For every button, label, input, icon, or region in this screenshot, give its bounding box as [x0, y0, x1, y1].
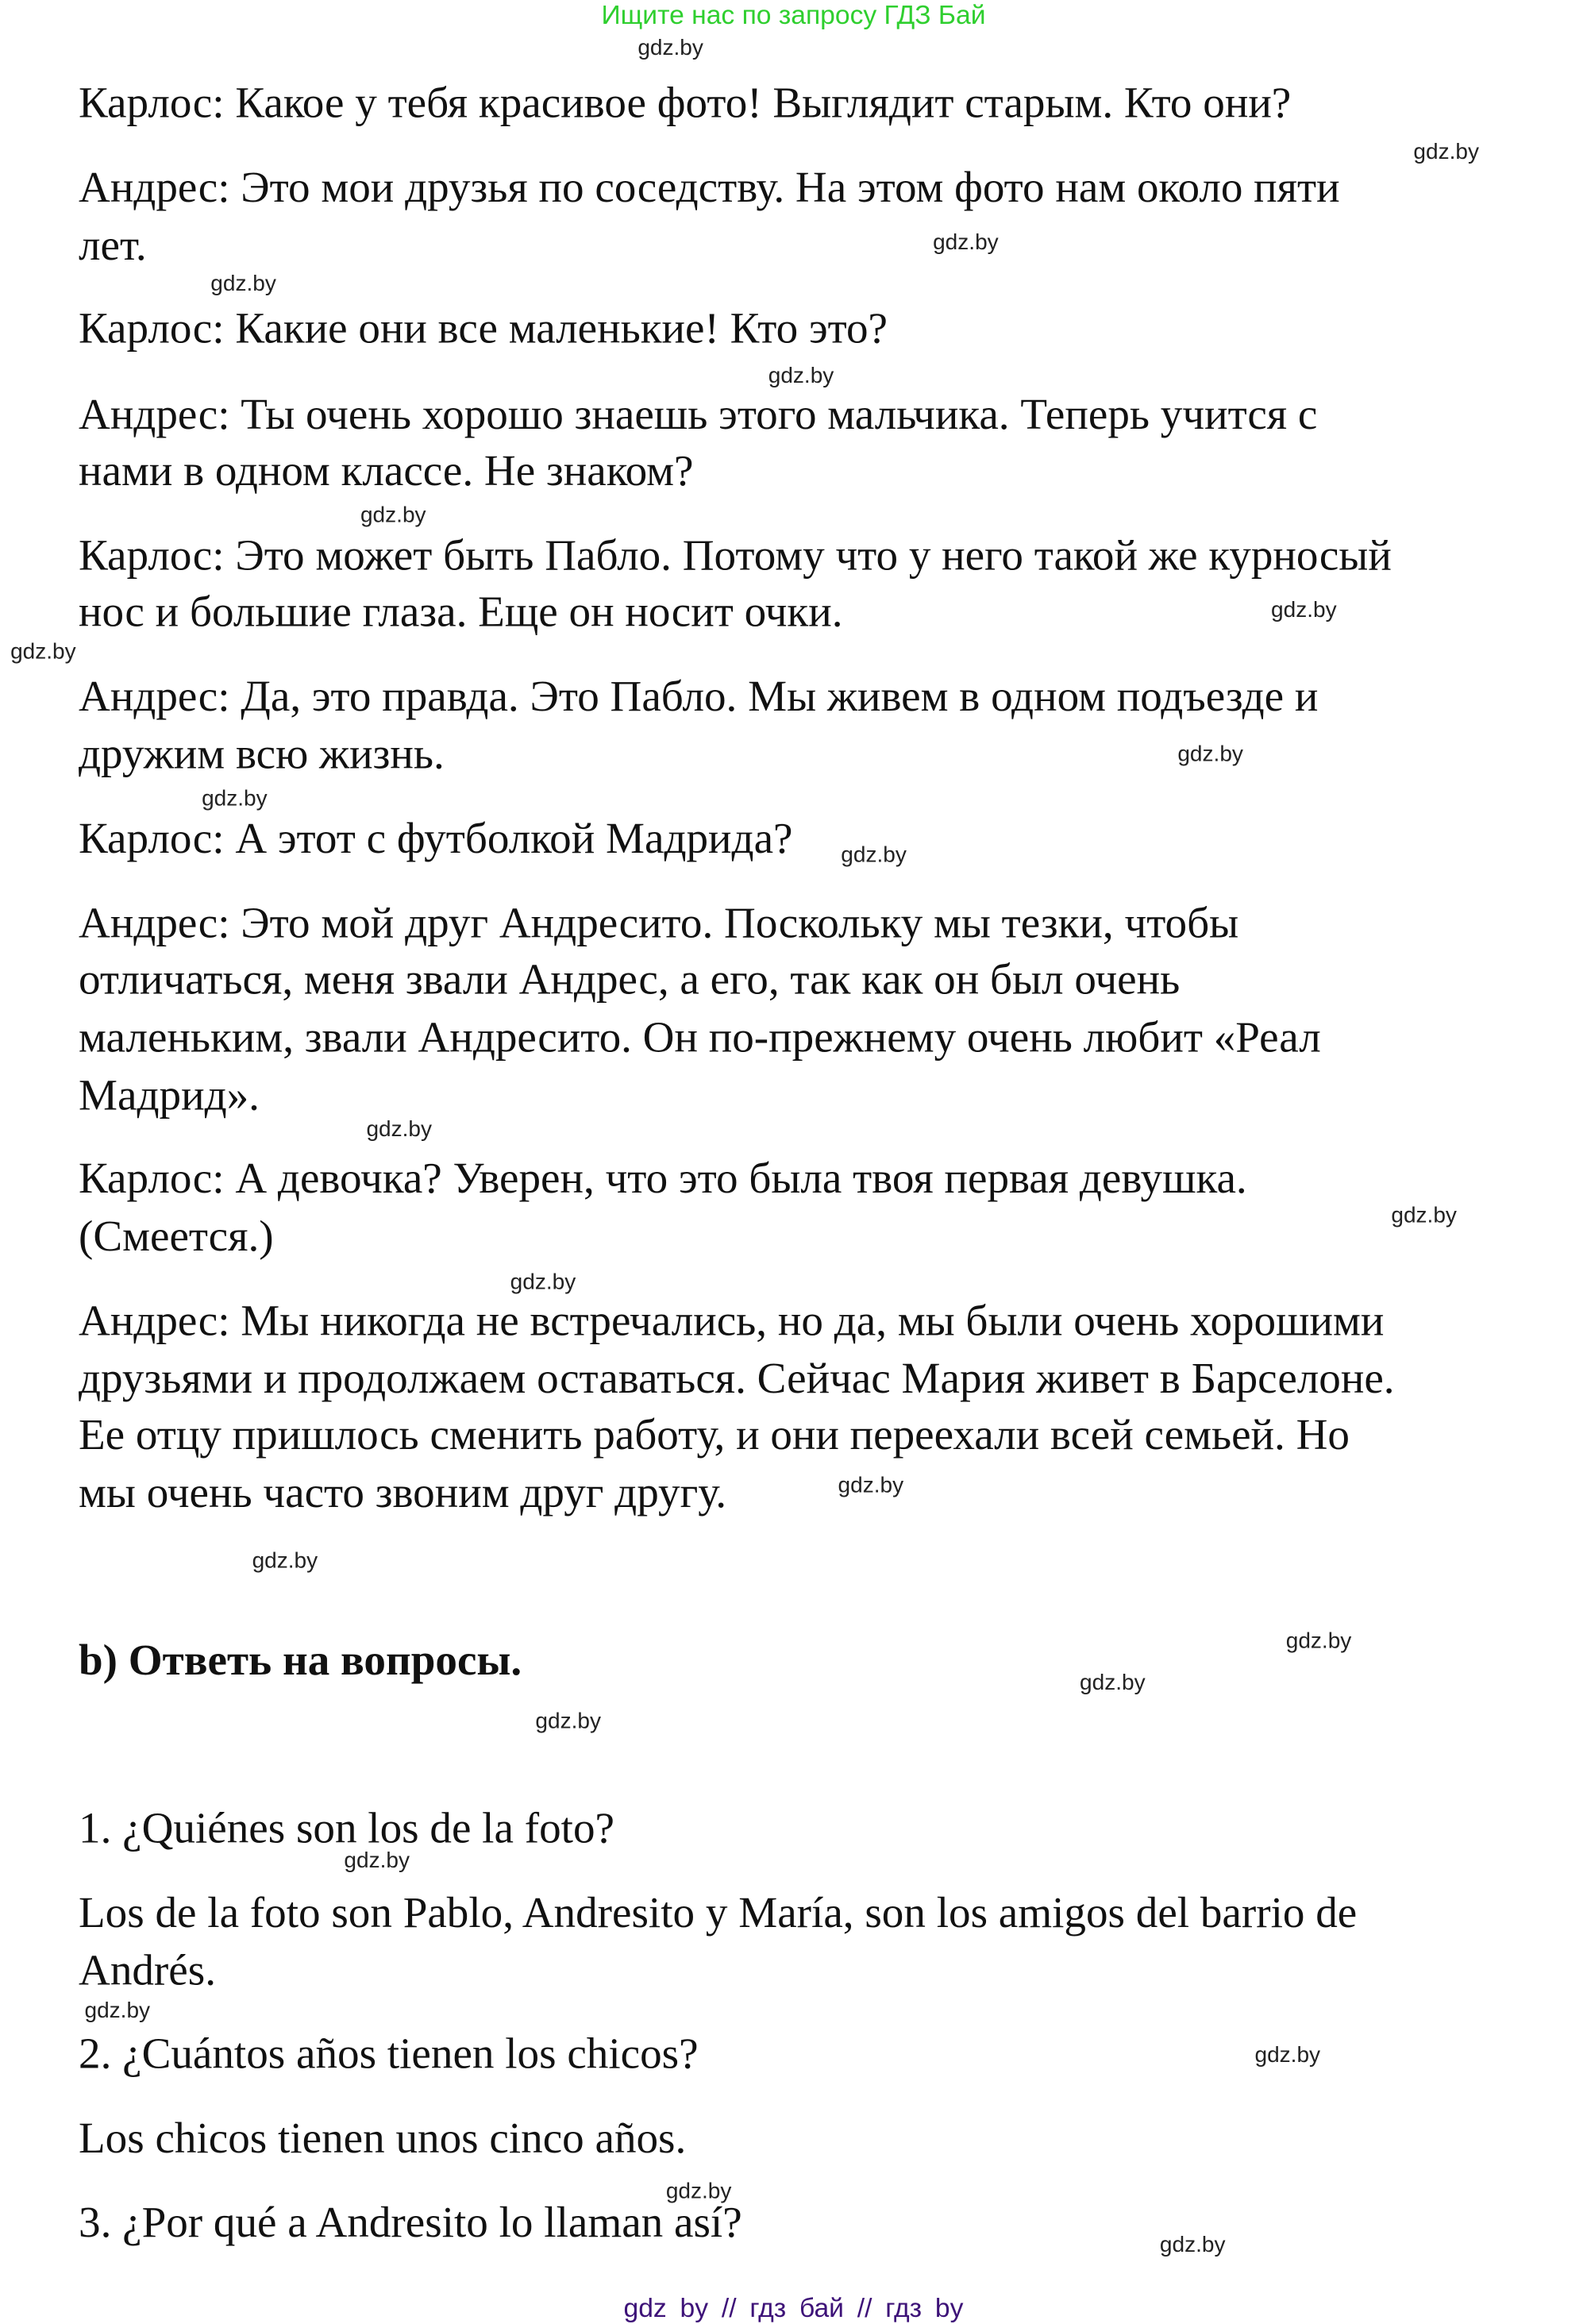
dialogue-line: маленьким, звали Андресито. Он по-прежнему очень любит «Реал: [79, 1014, 1321, 1062]
dialogue-line: нос и большие глаза. Еще он носит очки.: [79, 588, 843, 637]
dialogue-line: Карлос: Какие они все маленькие! Кто это?: [79, 305, 888, 353]
watermark: gdz.by: [1271, 597, 1337, 623]
watermark: gdz.by: [933, 229, 999, 256]
answer: Andrés.: [79, 1947, 216, 1995]
answer: Los de la foto son Pablo, Andresito y María, son los amigos del barrio de: [79, 1890, 1358, 1937]
answer: Los chicos tienen unos cinco años.: [79, 2115, 687, 2163]
dialogue-line: друзьями и продолжаем оставаться. Сейчас Мария живет в Барселоне.: [79, 1355, 1395, 1404]
dialogue-line: мы очень часто звоним друг другу.: [79, 1470, 727, 1518]
dialogue-line: Карлос: А этот с футболкой Мадрида?: [79, 815, 793, 864]
search-banner: Ищите нас по запросу ГДЗ Бай: [601, 0, 986, 30]
watermark: gdz.by: [768, 363, 834, 389]
watermark: gdz.by: [10, 639, 76, 665]
dialogue-line: Андрес: Ты очень хорошо знаешь этого мальчика. Теперь учится с: [79, 391, 1318, 439]
question: 1. ¿Quiénes son los de la foto?: [79, 1805, 614, 1853]
dialogue-line: Андрес: Это мои друзья по соседству. На этом фото нам около пяти: [79, 164, 1340, 213]
question: 2. ¿Cuántos años tienen los chicos?: [79, 2030, 699, 2079]
watermark: gdz.by: [366, 1116, 433, 1143]
watermark: gdz.by: [1080, 1670, 1146, 1696]
dialogue-line: нами в одном классе. Не знаком?: [79, 448, 694, 495]
watermark: gdz.by: [252, 1548, 318, 1574]
watermark: gdz.by: [637, 35, 703, 61]
dialogue-line: Карлос: А девочка? Уверен, что это была твоя первая девушка.: [79, 1155, 1247, 1204]
dialogue-line: Андрес: Да, это правда. Это Пабло. Мы живем в одном подъезде и: [79, 673, 1319, 721]
watermark: gdz.by: [665, 2179, 732, 2205]
dialogue-line: дружим всю жизнь.: [79, 731, 445, 779]
watermark: gdz.by: [535, 1709, 602, 1734]
watermark: gdz.by: [510, 1270, 576, 1295]
dialogue-line: Карлос: Какое у тебя красивое фото! Выглядит старым. Кто они?: [79, 79, 1292, 128]
watermark: gdz.by: [84, 1998, 151, 2024]
watermark: gdz.by: [344, 1848, 410, 1874]
watermark: gdz.by: [1391, 1203, 1457, 1228]
dialogue-line: (Смеется.): [79, 1213, 274, 1261]
section-heading: b) Ответь на вопросы.: [79, 1637, 522, 1686]
dialogue-line: Карлос: Это может быть Пабло. Потому что у него такой же курносый: [79, 532, 1392, 580]
watermark: gdz.by: [202, 786, 268, 811]
watermark: gdz.by: [838, 1473, 904, 1498]
watermark: gdz.by: [841, 842, 907, 868]
dialogue-line: Мадрид».: [79, 1072, 260, 1120]
dialogue-line: Андрес: Мы никогда не встречались, но да, мы были очень хорошими: [79, 1297, 1385, 1346]
watermark: gdz.by: [1254, 2042, 1321, 2068]
question: 3. ¿Por qué a Andresito lo llaman así?: [79, 2199, 742, 2248]
dialogue-line: Андрес: Это мой друг Андресито. Поскольку мы тезки, чтобы: [79, 900, 1239, 948]
dialogue-line: Ее отцу пришлось сменить работу, и они переехали всей семьей. Но: [79, 1412, 1350, 1460]
watermark: gdz.by: [210, 271, 276, 297]
watermark: gdz.by: [1159, 2232, 1226, 2258]
watermark: gdz.by: [1413, 139, 1479, 165]
watermark: gdz.by: [1177, 742, 1243, 767]
dialogue-line: лет.: [79, 222, 147, 271]
footer-links: gdz by // гдз бай // гдз by: [623, 2293, 964, 2323]
watermark: gdz.by: [360, 503, 426, 529]
dialogue-line: отличаться, меня звали Андрес, а его, так как он был очень: [79, 956, 1181, 1004]
watermark: gdz.by: [1285, 1628, 1352, 1655]
